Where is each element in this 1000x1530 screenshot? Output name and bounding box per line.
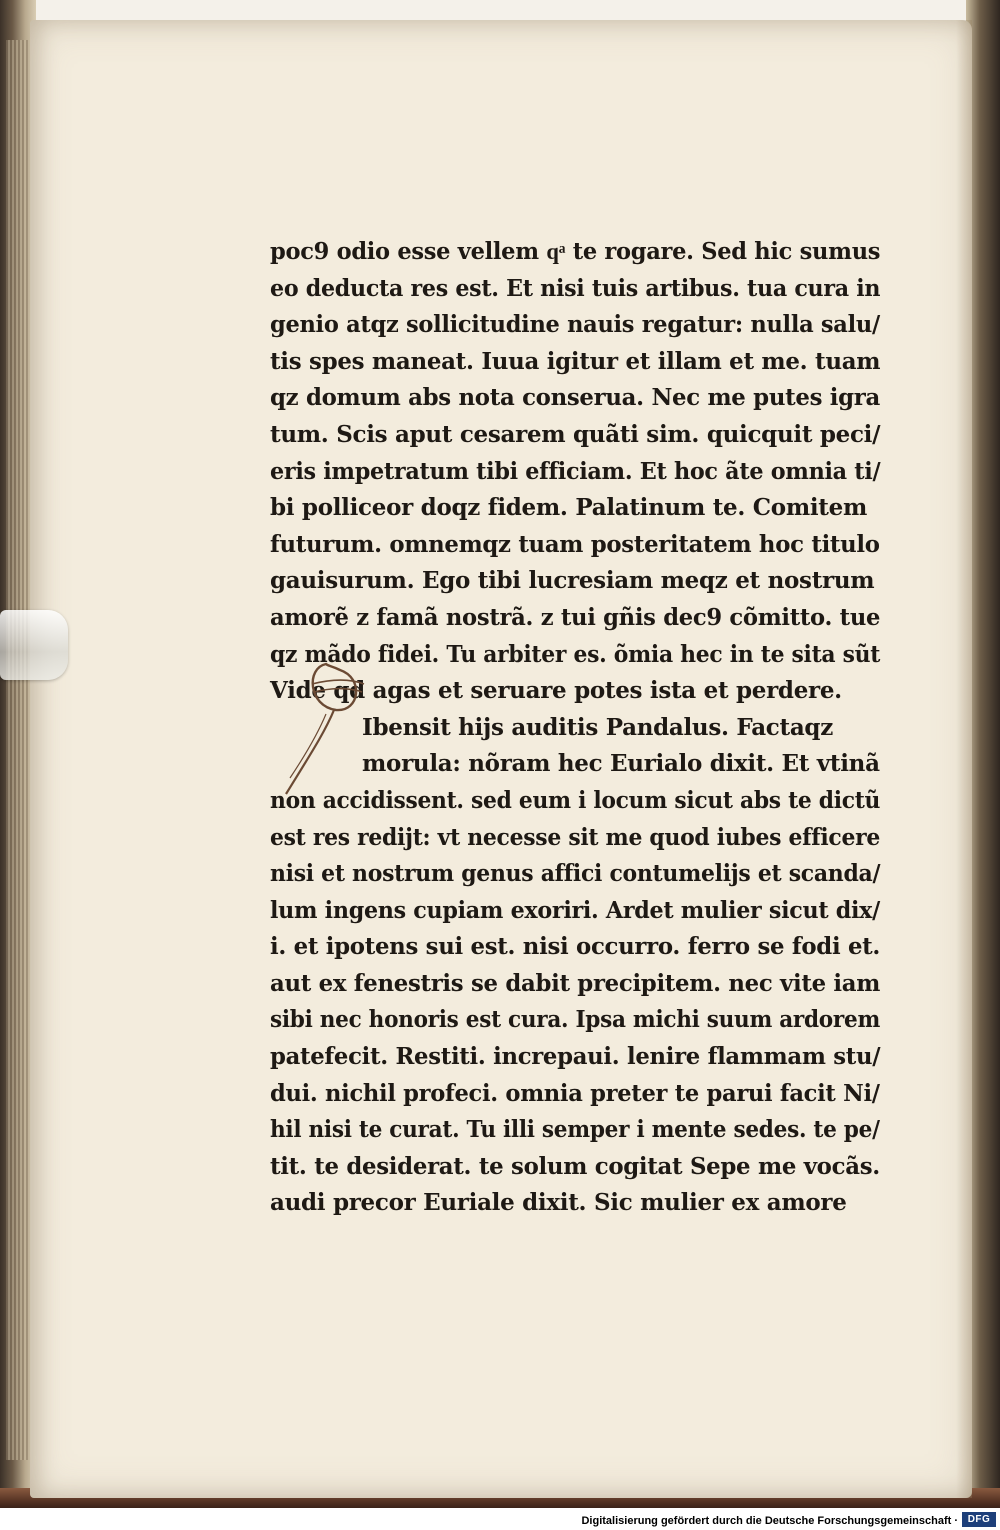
footer-credit: Digitalisierung gefördert durch die Deutsche Forschungsgemeinschaft ·	[581, 1515, 958, 1527]
text-line: qz domum abs nota conserua. Nec me putes igra	[270, 384, 881, 412]
page-edge-shadow	[956, 20, 972, 1498]
initial-tail-stroke	[286, 710, 334, 794]
initial-crossbar-stroke	[312, 680, 364, 684]
text-line: Ibensit hijs auditis Pandalus. Factaqz	[362, 713, 833, 741]
text-line: morula: nõram hec Eurialo dixit. Et vtinã	[362, 750, 880, 778]
text-line: dui. nichil profeci. omnia preter te parui facit Ni/	[270, 1079, 880, 1107]
text-line: lum ingens cupiam exoriri. Ardet mulier sicut dix/	[270, 896, 880, 924]
page-stack-edges	[6, 40, 28, 1460]
text-line: Vide qd agas et seruare potes ista et perdere.	[270, 677, 842, 705]
text-line: tit. te desiderat. te solum cogitat Sepe me vocãs.	[270, 1152, 880, 1180]
text-line: audi precor Euriale dixit. Sic mulier ex amore	[270, 1189, 847, 1217]
text-line: amorẽ z famã nostrã. z tui gñis dec9 cõmitto. tue	[270, 603, 881, 631]
initial-crossbar-stroke	[314, 689, 362, 692]
text-line: hil nisi te curat. Tu illi semper i mente sedes. te pe/	[270, 1116, 880, 1144]
text-line: bi polliceor doqz fidem. Palatinum te. Comitem	[270, 494, 867, 522]
initial-tail-stroke	[290, 714, 326, 778]
text-line: patefecit. Restiti. increpaui. lenire flammam stu/	[270, 1043, 881, 1071]
text-line: nisi et nostrum genus affici contumelijs et scanda/	[270, 860, 881, 888]
page-clip	[0, 610, 68, 680]
dfg-logo: DFG	[962, 1512, 996, 1527]
decorated-initial	[268, 654, 388, 804]
text-line: eo deducta res est. Et nisi tuis artibus. tua cura in	[270, 274, 881, 302]
text-line: eris impetratum tibi efficiam. Et hoc ãte omnia ti/	[270, 457, 881, 485]
initial-bowl-stroke	[313, 664, 356, 710]
text-line: futurum. omnemqz tuam posteritatem hoc titulo	[270, 530, 880, 558]
text-line: poc9 odio esse vellem qͣ te rogare. Sed hic sumus	[270, 238, 881, 265]
text-line: est res redijt: vt necesse sit me quod iubes efficere	[270, 823, 881, 851]
text-line: sibi nec honoris est cura. Ipsa michi suum ardorem	[270, 1006, 880, 1034]
text-line: gauisurum. Ego tibi lucresiam meqz et nostrum	[270, 567, 875, 595]
text-line: qz mãdo fidei. Tu arbiter es. õmia hec in te sita sũt	[270, 640, 881, 668]
text-line: non accidissent. sed eum i locum sicut abs te dictũ	[270, 786, 881, 814]
text-line: genio atqz sollicitudine nauis regatur: nulla salu/	[270, 311, 880, 339]
text-line: aut ex fenestris se dabit precipitem. nec vite iam	[270, 969, 881, 997]
text-line: i. et ipotens sui est. nisi occurro. ferro se fodi et.	[270, 933, 881, 961]
footer-bar	[0, 1508, 1000, 1530]
text-line: tum. Scis aput cesarem quãti sim. quicquit peci/	[270, 420, 881, 448]
text-line: tis spes maneat. Iuua igitur et illam et me. tuam	[270, 347, 881, 375]
